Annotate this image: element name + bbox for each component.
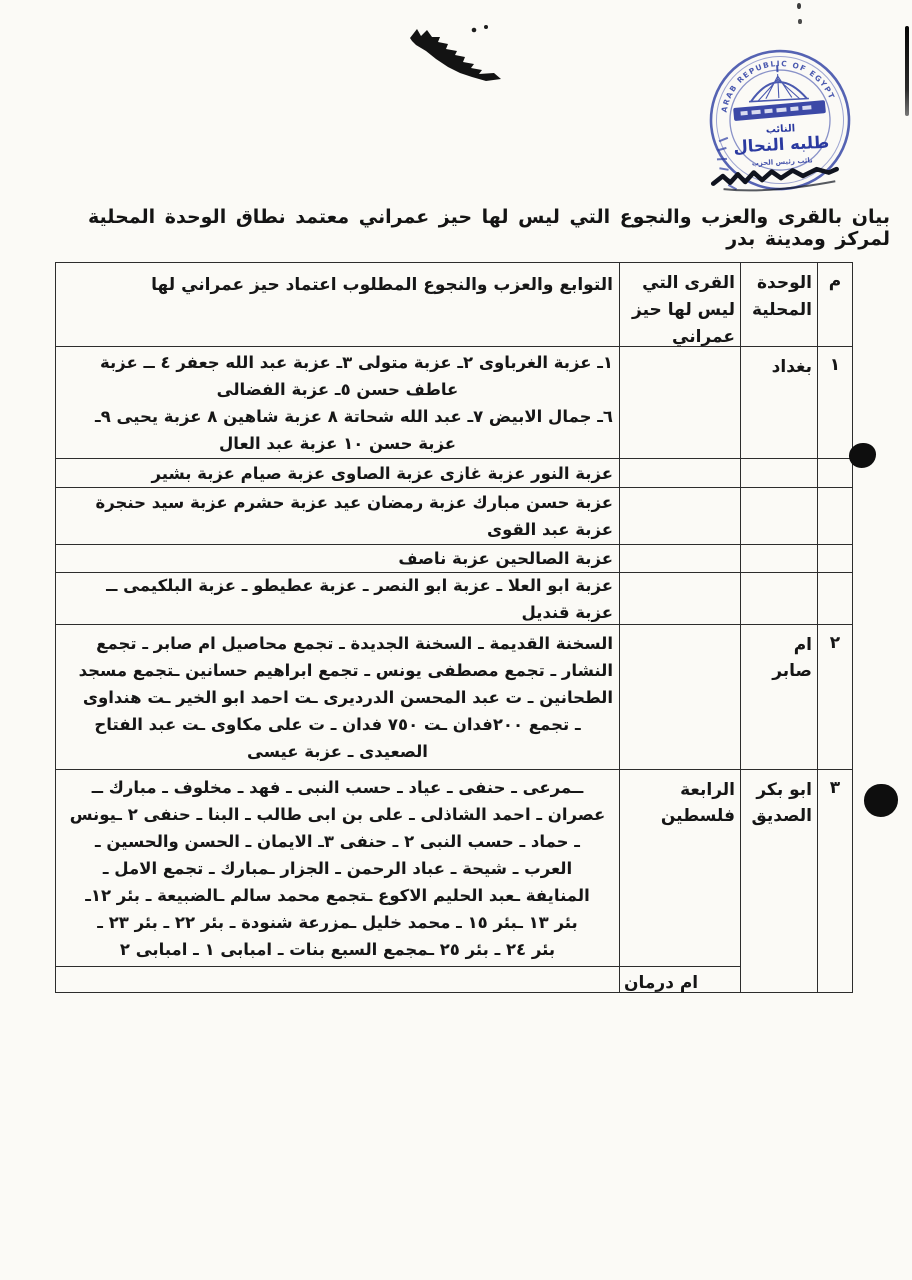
- empty-cell: [56, 966, 620, 992]
- stamp-arc-text: ARAB REPUBLIC OF EGYPT: [719, 58, 837, 114]
- tawabe-cell: [56, 458, 620, 487]
- content-line: ـ حماد ـ حسب النبى ٢ ـ حنفى ٣ـ الايمان ـ الحسن والحسين ـ: [95, 831, 580, 851]
- content-line: بئر ١٣ ـبئر ١٥ ـ محمد خليل ـمزرعة شنودة ـ بئر ٢٢ ـ بئر ٢٣ ـ: [97, 912, 578, 932]
- empty-cell: [620, 458, 741, 487]
- content-line: عزبة ابو العلا ـ عزبة ابو النصر ـ عزبة عطيطو ـ عزبة البلكيمى ــ: [106, 575, 613, 595]
- unit-name: ام صابر: [741, 624, 818, 769]
- content-line: عزبة النور عزبة غازى عزبة الصاوى عزبة صيام عزبة بشير: [151, 463, 613, 483]
- empty-cell: [741, 458, 818, 487]
- content-line: عزبة قنديل: [521, 602, 613, 622]
- empty-cell: [818, 487, 852, 544]
- empty-cell: [741, 487, 818, 544]
- empty-cell: [620, 572, 741, 624]
- header-villages-no-zone: القرى التي ليس لها حيز عمراني: [620, 263, 741, 346]
- empty-cell: [741, 544, 818, 572]
- ink-dot: [864, 784, 898, 817]
- empty-cell: [741, 572, 818, 624]
- stamp-banner: [733, 100, 826, 121]
- empty-cell: [620, 624, 741, 769]
- content-line: العرب ـ شيحة ـ عباد الرحمن ـ الجزار ـمبارك ـ تجمع الامل ـ: [102, 858, 573, 878]
- tawabe-cell: [56, 544, 620, 572]
- content-line: ـ تجمع ٢٠٠فدان ـت ٧٥٠ فدان ـ ت على مكاوى ـت عبد الفتاح: [94, 714, 581, 734]
- villages-no-zone-cell: ام درمان: [620, 966, 741, 992]
- content-line: المنايفة ـعبد الحليم الاكوع ـتجمع محمد سالم ـالضبيعة ـ بئر ١٢ـ: [85, 885, 590, 905]
- content-line: السخنة القديمة ـ السخنة الجديدة ـ تجمع محاصيل ام صابر ـ تجمع: [96, 633, 613, 653]
- header-num: م: [828, 271, 842, 291]
- content-line: الطحانين ـ ت عبد المحسن الدرديرى ـت احمد ابو الخير ـت هنداوى: [82, 687, 613, 707]
- content-line: عزبة الصالحين عزبة ناصف: [398, 549, 613, 568]
- content-line: عصران ـ احمد الشاذلى ـ على بن ابى طالب ـ البنا ـ حنفى ٢ ـيونس: [69, 804, 606, 824]
- tawabe-cell: [56, 572, 620, 624]
- unit-name: بغداد: [741, 346, 818, 458]
- tawabe-cell: [56, 346, 620, 458]
- content-line: ١ـ عزبة الغرباوى ٢ـ عزبة متولى ٣ـ عزبة عبد الله جعفر ٤ ــ عزبة: [99, 352, 613, 372]
- empty-cell: [818, 544, 852, 572]
- row-num: ٣: [818, 769, 852, 992]
- stamp-text-line1: النائب: [765, 123, 796, 136]
- villages-no-zone-cell: الرابعة فلسطين: [620, 769, 741, 966]
- tawabe-cell: [56, 769, 620, 966]
- villages-table: [55, 262, 853, 993]
- tawabe-cell: [56, 624, 620, 769]
- empty-cell: [620, 346, 741, 458]
- document-title: بيان بالقرى والعزب والنجوع التي ليس لها حيز عمراني معتمد نطاق الوحدة المحلية لمركز ومدينة بدر: [88, 206, 890, 250]
- stamp-text-line2: طلبه النحال: [732, 132, 830, 157]
- ink-speck: [798, 19, 802, 24]
- stamp-text-line3: نائب رئيس الحزب: [751, 156, 813, 168]
- content-line: النشار ـ تجمع مصطفى يونس ـ تجمع ابراهيم حسانين ـتجمع مسجد: [78, 660, 613, 680]
- content-line: عزبة حسن مبارك عزبة رمضان عيد عزبة حشرم عزبة سيد حنجرة: [95, 493, 613, 512]
- official-stamp-seal: [692, 30, 871, 211]
- content-line: عزبة حسن ١٠ عزبة عبد العال: [218, 433, 457, 453]
- content-line: ٦ـ جمال الابيض ٧ـ عبد الله شحاتة ٨ عزبة شاهين ٨ عزبة يحيى ٩ـ: [95, 406, 613, 426]
- empty-cell: [818, 572, 852, 624]
- ink-blot: [408, 24, 508, 84]
- empty-cell: [620, 487, 741, 544]
- content-line: عاطف حسن ٥ـ عزبة الفضالى: [216, 379, 459, 399]
- empty-cell: [620, 544, 741, 572]
- content-line: الصعيدى ـ عزبة عيسى: [247, 741, 428, 761]
- header-local-unit: الوحدة المحلية: [741, 263, 818, 346]
- content-line: بئر ٢٤ ـ بئر ٢٥ ـمجمع السبع بنات ـ امبابى ١ ـ امبابى ٢: [119, 939, 556, 959]
- header-tawabe: التوابع والعزب والنجوع المطلوب اعتماد حيز عمراني لها: [56, 263, 620, 346]
- content-line: ــمرعى ـ حنفى ـ عياد ـ حسب النبى ـ فهد ـ مخلوف ـ مبارك ــ: [91, 777, 584, 797]
- row-num: ١: [818, 346, 852, 458]
- ink-speck: [797, 3, 801, 9]
- empty-cell: [818, 458, 852, 487]
- scan-edge-artifact: [905, 26, 909, 116]
- unit-name: ابو بكر الصديق: [741, 769, 818, 992]
- row-num: ٢: [818, 624, 852, 769]
- ink-dot: [849, 443, 876, 468]
- content-line: عزبة عبد القوى: [487, 520, 613, 539]
- tawabe-cell: [56, 487, 620, 544]
